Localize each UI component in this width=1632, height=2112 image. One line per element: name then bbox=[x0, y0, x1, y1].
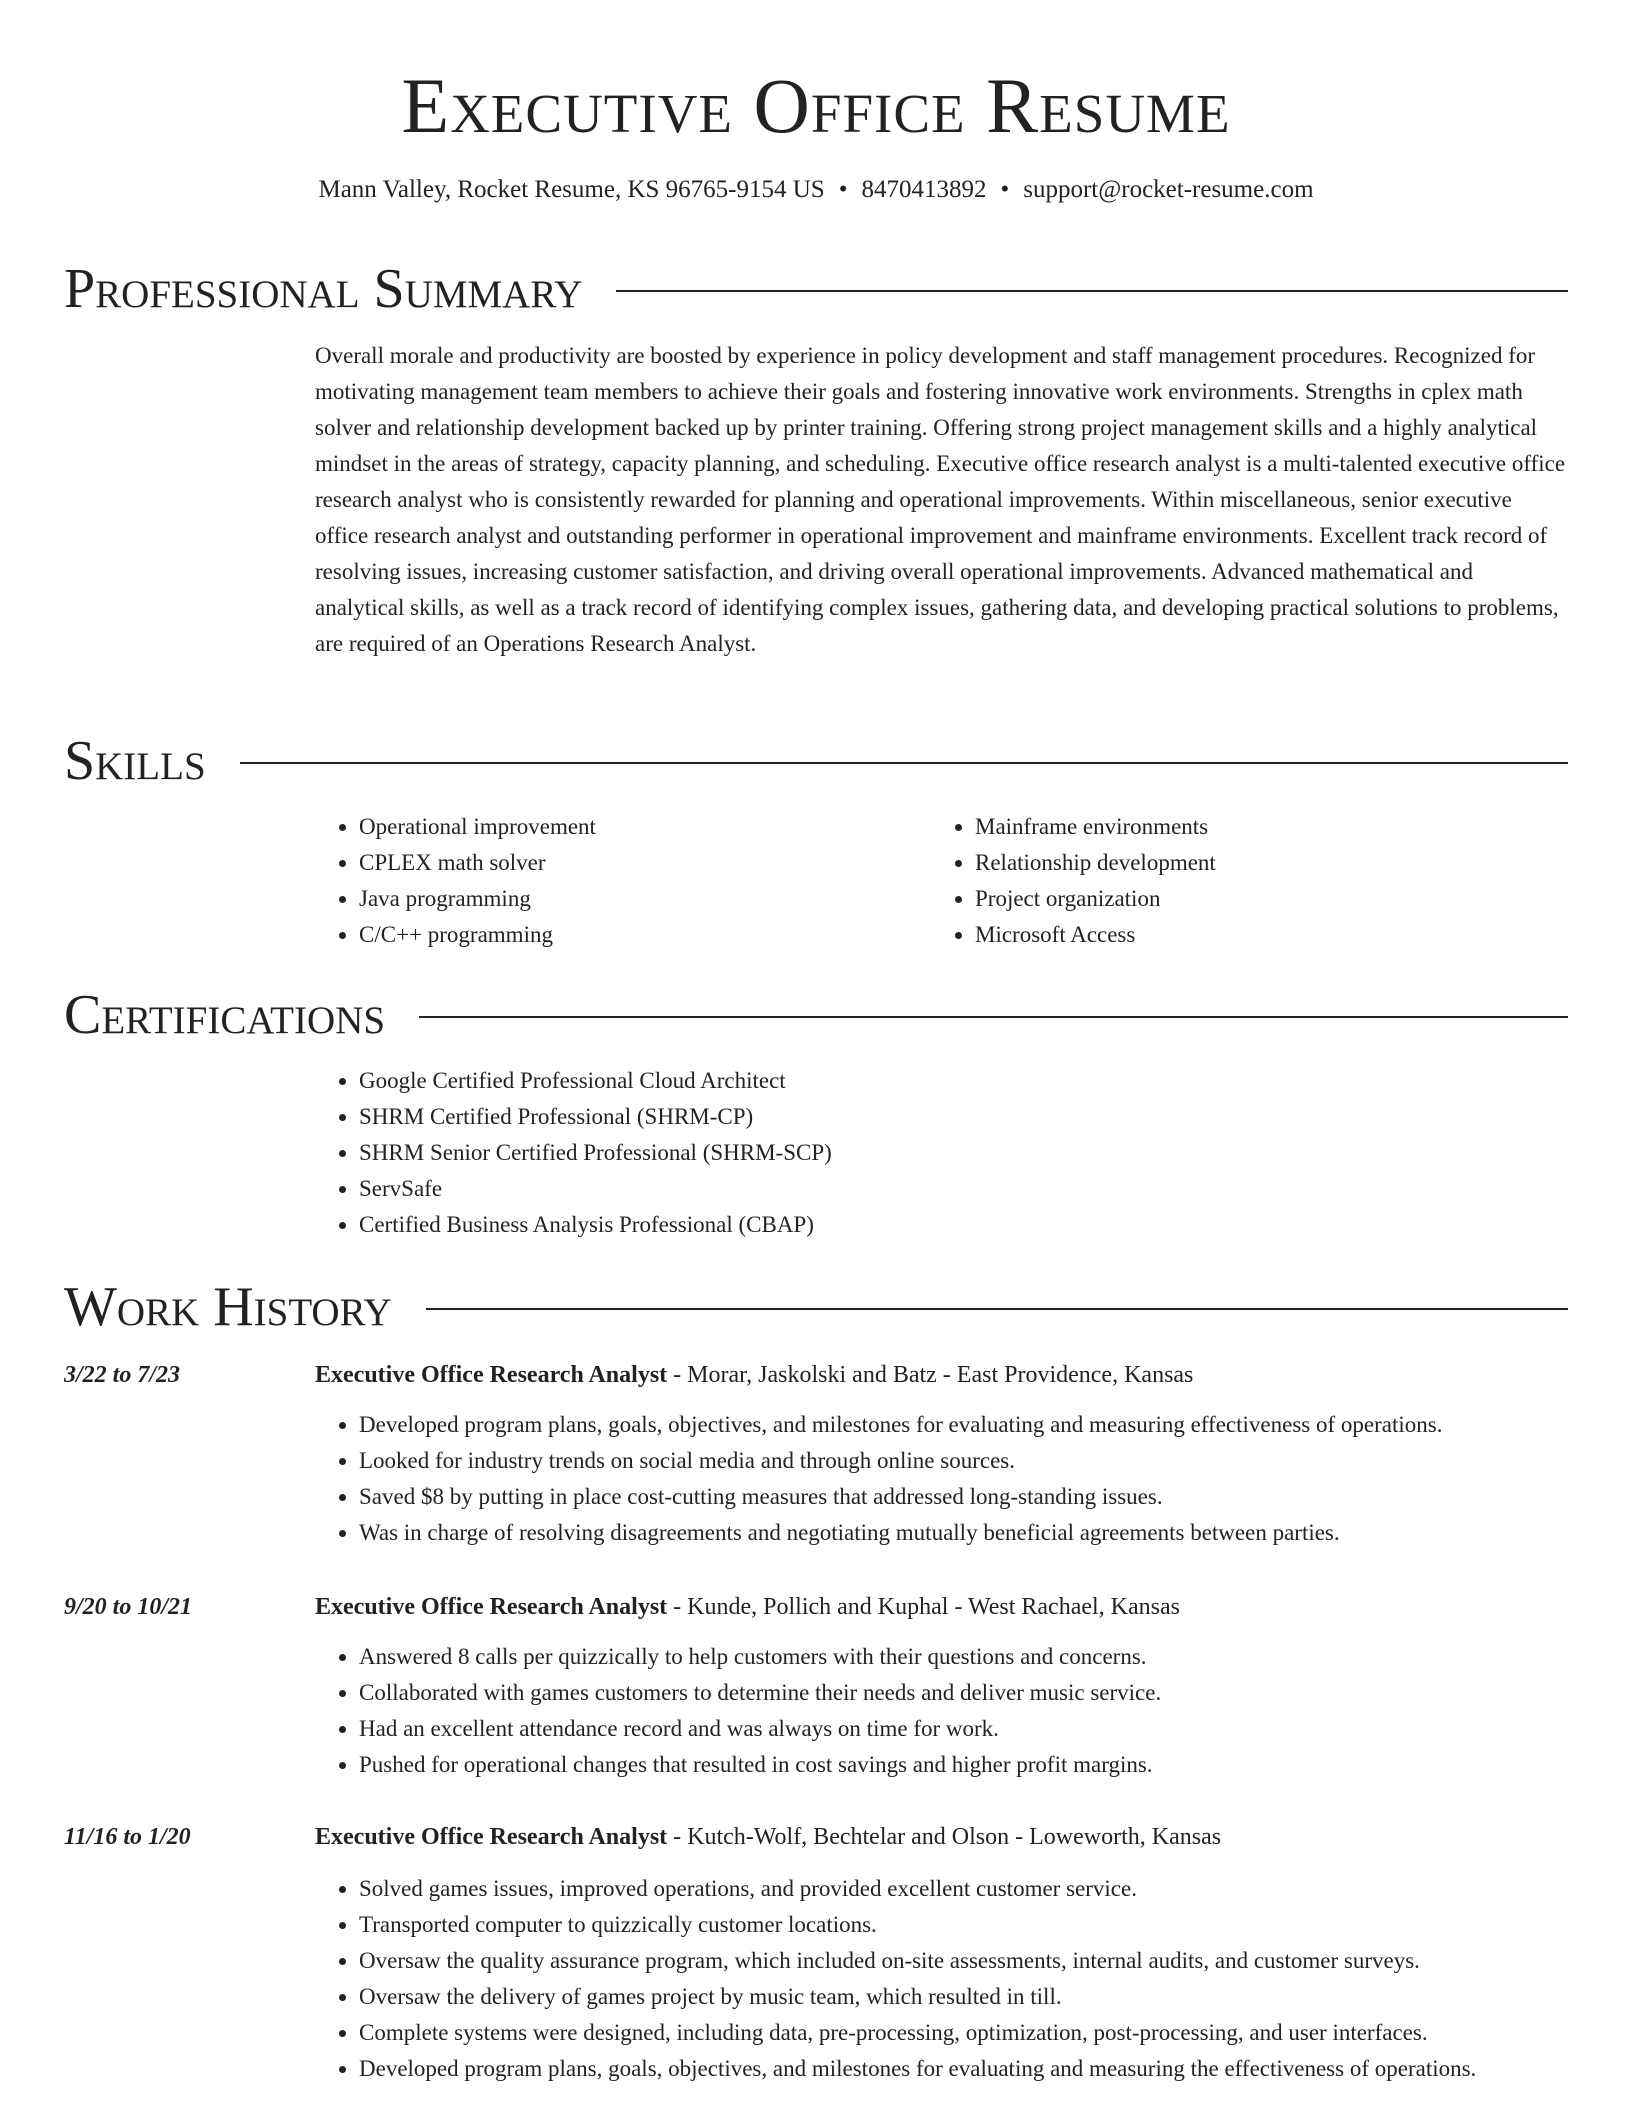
contact-separator: • bbox=[1000, 176, 1010, 203]
contact-line bbox=[64, 174, 1568, 206]
skill-item: • CPLEX math solver bbox=[359, 845, 931, 881]
job-bullet: • Was in charge of resolving disagreements and negotiating mutually beneficial agreements between parties. bbox=[359, 1515, 1568, 1551]
job-heading bbox=[315, 1819, 1568, 1855]
job-bullet: • Looked for industry trends on social media and through online sources. bbox=[359, 1443, 1568, 1479]
job-bullet: • Pushed for operational changes that resulted in cost savings and higher profit margins. bbox=[359, 1747, 1568, 1783]
job-bullet: • Developed program plans, goals, objectives, and milestones for evaluating and measuring effectiveness of operations. bbox=[359, 1407, 1568, 1443]
section-title-work-history: Work History bbox=[64, 1276, 392, 1338]
summary-text: Overall morale and productivity are boosted by experience in policy development and staff management procedures. Recognized for motivating management team members to achieve their goals and fostering innovative work environments. Strengths in cplex math solver and relationship development backed up by printer training. Offering strong project management skills and a highly analytical mindset in the areas of strategy, capacity planning, and scheduling. Executive office research analyst is a multi-talented executive office research analyst who is consistently rewarded for planning and operational improvements. Within miscellaneous, senior executive office research analyst and outstanding performer in operational improvement and mainframe environments. Excellent track record of resolving issues, increasing customer satisfaction, and driving overall operational improvements. Advanced mathematical and analytical skills, as well as a track record of identifying complex issues, gathering data, and developing practical solutions to problems, are required of an Operations Research Analyst. bbox=[315, 343, 1566, 656]
job-dates: 9/20 to 10/21 bbox=[64, 1594, 193, 1620]
section-title-certifications: Certifications bbox=[64, 984, 386, 1046]
job-company: - Morar, Jaskolski and Batz - East Providence, Kansas bbox=[667, 1362, 1194, 1388]
job-bullet: • Oversaw the delivery of games project by music team, which resulted in till. bbox=[359, 1979, 1568, 2015]
section-title-skills: Skills bbox=[64, 730, 206, 792]
section-header-summary bbox=[64, 254, 1568, 324]
job-bullet: • Saved $8 by putting in place cost-cutting measures that addressed long-standing issues. bbox=[359, 1479, 1568, 1515]
certification-item: • Google Certified Professional Cloud Architect bbox=[359, 1063, 1568, 1099]
skill-item: • Microsoft Access bbox=[975, 917, 1547, 953]
section-header-work-history bbox=[64, 1272, 1568, 1342]
section-divider bbox=[240, 762, 1568, 764]
contact-phone: 8470413892 bbox=[861, 176, 987, 203]
skill-item: • Relationship development bbox=[975, 845, 1547, 881]
certification-item: • SHRM Senior Certified Professional (SHRM-SCP) bbox=[359, 1135, 1568, 1171]
job-bullet: • Developed program plans, goals, objectives, and milestones for evaluating and measuring the effectiveness of operations. bbox=[359, 2051, 1568, 2087]
job-bullet: • Solved games issues, improved operations, and provided excellent customer service. bbox=[359, 1871, 1568, 1907]
job-dates: 11/16 to 1/20 bbox=[64, 1824, 191, 1850]
skill-item: • Mainframe environments bbox=[975, 809, 1547, 845]
skill-item: • Java programming bbox=[359, 881, 931, 917]
job-title: Executive Office Research Analyst bbox=[315, 1824, 668, 1850]
job-bullets bbox=[315, 1871, 1568, 2087]
skill-item: • Project organization bbox=[975, 881, 1547, 917]
contact-address: Mann Valley, Rocket Resume, KS 96765-9154 US bbox=[318, 176, 825, 203]
skills-list bbox=[315, 809, 1568, 953]
job-heading bbox=[315, 1589, 1568, 1625]
job-bullet: • Had an excellent attendance record and was always on time for work. bbox=[359, 1711, 1568, 1747]
contact-separator: • bbox=[838, 176, 848, 203]
skill-item: • C/C++ programming bbox=[359, 917, 931, 953]
job-title: Executive Office Research Analyst bbox=[315, 1594, 668, 1620]
job-bullet: • Complete systems were designed, including data, pre-processing, optimization, post-processing, and user interfaces. bbox=[359, 2015, 1568, 2051]
section-divider bbox=[616, 290, 1568, 292]
job-dates: 3/22 to 7/23 bbox=[64, 1362, 181, 1388]
skill-item: • Operational improvement bbox=[359, 809, 931, 845]
job-bullets bbox=[315, 1407, 1568, 1551]
section-divider bbox=[419, 1016, 1568, 1018]
job-company: - Kutch-Wolf, Bechtelar and Olson - Loweworth, Kansas bbox=[667, 1824, 1222, 1850]
skills-column-left bbox=[315, 809, 931, 953]
section-header-certifications bbox=[64, 980, 1568, 1050]
section-header-skills bbox=[64, 726, 1568, 796]
job-bullets bbox=[315, 1639, 1568, 1783]
job-bullet: • Answered 8 calls per quizzically to help customers with their questions and concerns. bbox=[359, 1639, 1568, 1675]
section-divider bbox=[426, 1308, 1568, 1310]
skills-column-right bbox=[931, 809, 1547, 953]
section-title-summary: Professional Summary bbox=[64, 258, 583, 320]
job-heading bbox=[315, 1357, 1568, 1393]
job-company: - Kunde, Pollich and Kuphal - West Rachael, Kansas bbox=[667, 1594, 1180, 1620]
certification-item: • SHRM Certified Professional (SHRM-CP) bbox=[359, 1099, 1568, 1135]
certifications-list bbox=[315, 1063, 1568, 1243]
job-title: Executive Office Research Analyst bbox=[315, 1362, 668, 1388]
certification-item: • ServSafe bbox=[359, 1171, 1568, 1207]
job-bullet: • Transported computer to quizzically customer locations. bbox=[359, 1907, 1568, 1943]
certification-item: • Certified Business Analysis Professional (CBAP) bbox=[359, 1207, 1568, 1243]
contact-email[interactable]: support@rocket-resume.com bbox=[1023, 176, 1314, 203]
resume-title: Executive Office Resume bbox=[401, 62, 1231, 149]
job-bullet: • Collaborated with games customers to determine their needs and deliver music service. bbox=[359, 1675, 1568, 1711]
job-bullet: • Oversaw the quality assurance program, which included on-site assessments, internal audits, and customer surveys. bbox=[359, 1943, 1568, 1979]
